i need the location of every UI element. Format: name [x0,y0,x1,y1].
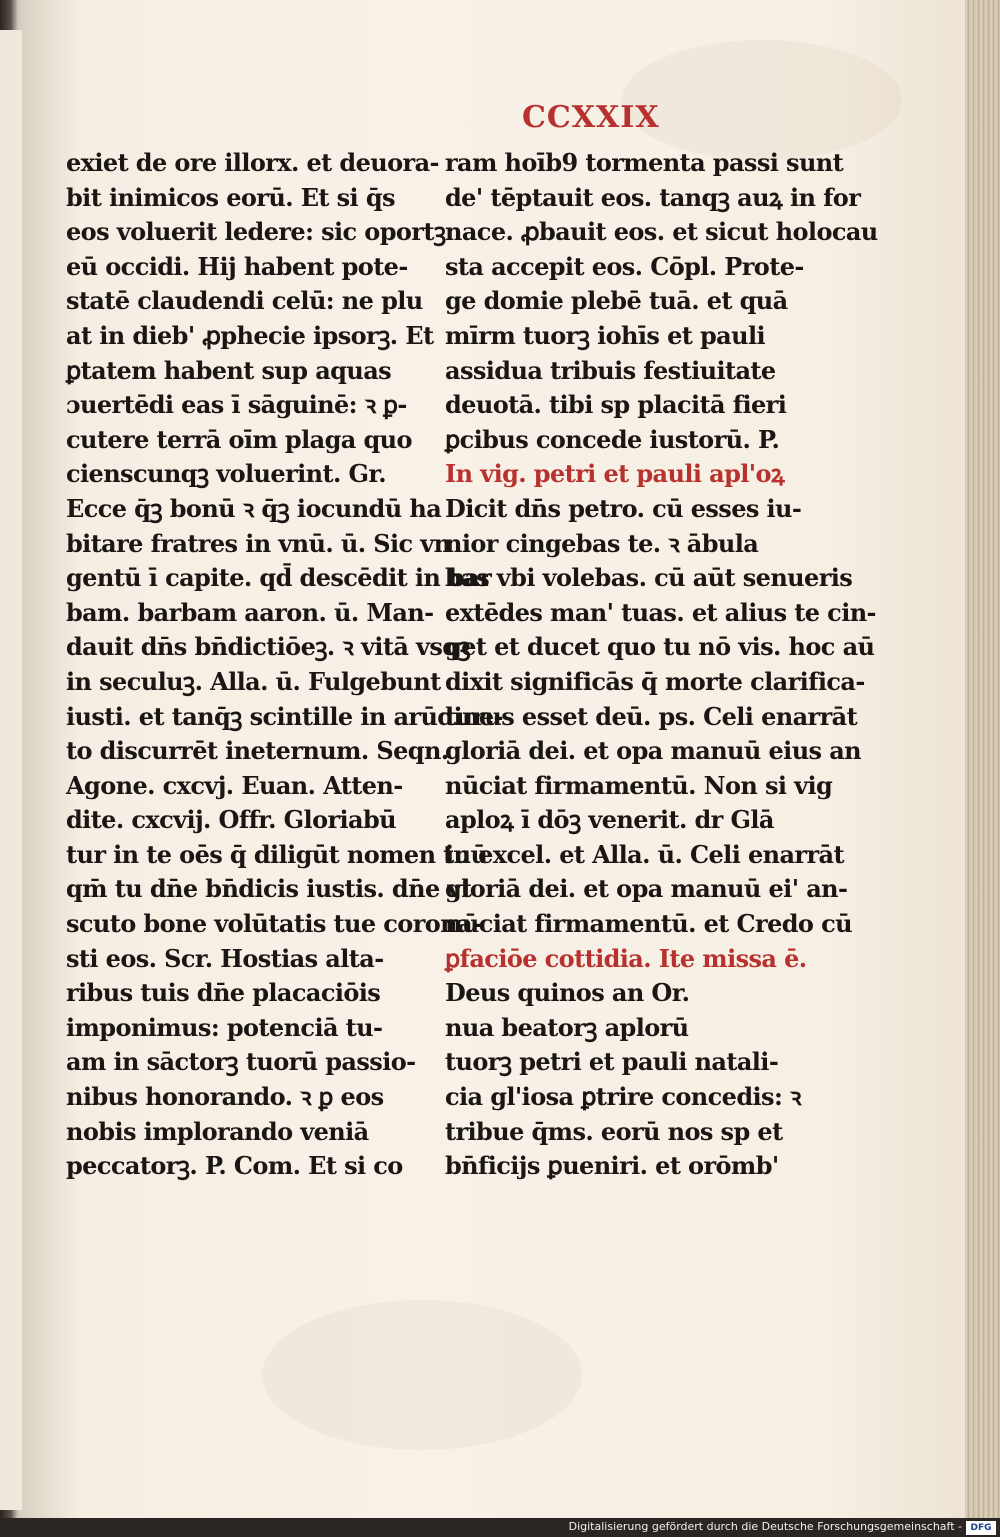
text-line: ge domie plebē tuā. et quā [445,286,788,316]
text-line: to discurrēt ineternum. Seqn. [66,736,449,766]
text-line: Agone. cxcvj. Euan. Atten- [66,770,403,800]
text-line: bam. barbam aaron. ū. Man- [66,597,434,627]
text-line: gloriā dei. et opa manuū eius an [445,736,862,766]
text-line: eos voluerit ledere: sic oportꝫ [66,217,446,247]
text-line: statē claudendi celū: ne plu [66,286,423,316]
text-line: In vig. petri et pauli apl'oꝝ [445,459,785,489]
text-line: ꝑcibus concede iustorū. P. [445,424,780,454]
text-line: ribus tuis dn̄e placaciōis [66,978,381,1008]
text-line: gentū ī capite. qd̄ descēdit in bar [66,563,492,593]
text-line: ram hoīb9 tormenta passi sunt [445,148,844,177]
text-line: deuotā. tibi sp placitā fieri [445,390,787,420]
text-line: nua beatorꝫ aplorū [445,1012,689,1042]
text-line: iusti. et tanq̄ꝫ scintille in arūdine- [66,701,503,731]
text-line: nior cingebas te. ꝛ ābula [445,528,759,558]
text-line: peccatorꝫ. P. Com. Et si co [66,1151,403,1181]
text-line: tribue q̄ms. eorū nos sp et [445,1116,783,1146]
text-line: tuorꝫ petri et pauli natali- [445,1047,779,1077]
left-text-column [66,146,503,1184]
text-line: gloriā dei. et opa manuū ei' an- [445,874,848,904]
text-line: turus esset deū. ps. Celi enarrāt [445,701,858,731]
text-line: bitare fratres in vnū. ū. Sic vn [66,528,451,558]
text-line: Deus quinos an Or. [445,978,690,1008]
paper-stain [262,1300,582,1450]
text-line: bas vbi volebas. cū aūt senueris [445,563,853,593]
text-line: extēdes man' tuas. et alius te cin- [445,597,876,627]
text-line: Dicit dn̄s petro. cū esses iu- [445,493,802,523]
text-line: in excel. et Alla. ū. Celi enarrāt [445,839,844,869]
text-line: mīrm tuorꝫ iohīs et pauli [445,320,765,350]
text-line: ꝑtatem habent sup aquas [66,355,392,385]
text-line: sta accepit eos. Cōpl. Prote- [445,251,804,281]
text-line: cia gl'iosa ꝑtrire concedis: ꝛ [445,1082,801,1112]
text-line: in seculuꝫ. Alla. ū. Fulgebunt [66,666,441,696]
text-line: nobis implorando veniā [66,1116,369,1146]
text-line: tur in te oēs q̄ diligūt nomen tuū [66,839,488,869]
text-line: sti eos. Scr. Hostias alta- [66,943,384,973]
text-line: Ecce q̄ꝫ bonū ꝛ q̄ꝫ iocundū ha [66,493,442,523]
text-line: cienscunqꝫ voluerint. Gr. [66,459,386,489]
text-line: assidua tribuis festiuitate [445,355,776,385]
text-line: am in sāctorꝫ tuorū passio- [66,1047,416,1077]
text-line: bit inimicos eorū. Et si q̄s [66,182,395,212]
text-line: qm̄ tu dn̄e bn̄dicis iustis. dn̄e vt [66,874,472,904]
fore-edge [965,0,1000,1518]
text-line: nūciat firmamentū. Non si vig [445,770,833,800]
text-line: de' tēptauit eos. tanqꝫ auꝝ in for [445,182,861,212]
text-line: nibus honorando. ꝛ ꝑ eos [66,1082,384,1112]
right-text-column [445,146,878,1184]
text-line: nūciat firmamentū. et Credo cū [445,909,852,939]
text-line: aploꝝ ī dōꝫ venerit. dr Glā [445,805,774,835]
digitization-credit: Digitalisierung gefördert durch die Deutsche Forschungsgemeinschaft - [568,1520,962,1533]
text-line: ꝑfaciōe cottidia. Ite missa ē. [445,943,807,973]
text-line: get et ducet quo tu nō vis. hoc aū [445,632,875,662]
dfg-logo: DFG [966,1521,996,1535]
text-line: eū occidi. Hij habent pote- [66,251,408,281]
text-line: cutere terrā oīm plaga quo [66,424,412,454]
text-line: scuto bone volūtatis tue corona- [66,909,482,939]
text-line: nace. ꝓbauit eos. et sicut holocau [445,217,878,247]
text-line: imponimus: potenciā tu- [66,1012,383,1042]
text-line: dauit dn̄s bn̄dictiōeꝫ. ꝛ vitā vsqꝫ [66,632,471,662]
folio-number: CCXXIX [522,100,660,135]
text-line: dite. cxcvij. Offr. Gloriabū [66,805,397,835]
paper-stain [622,40,902,160]
text-line: dixit significās q̄ morte clarifica- [445,666,865,696]
text-line: bn̄ficijs ꝑueniri. et orōmb' [445,1151,779,1181]
previous-page-edge [0,30,23,1510]
text-line: at in dieb' ꝓphecie ipsorꝫ. Et [66,320,434,350]
text-line: exiet de ore illorx. et deuora- [66,148,439,177]
text-line: ɔuertēdi eas ī sāguinē: ꝛ ꝑ- [66,390,407,420]
